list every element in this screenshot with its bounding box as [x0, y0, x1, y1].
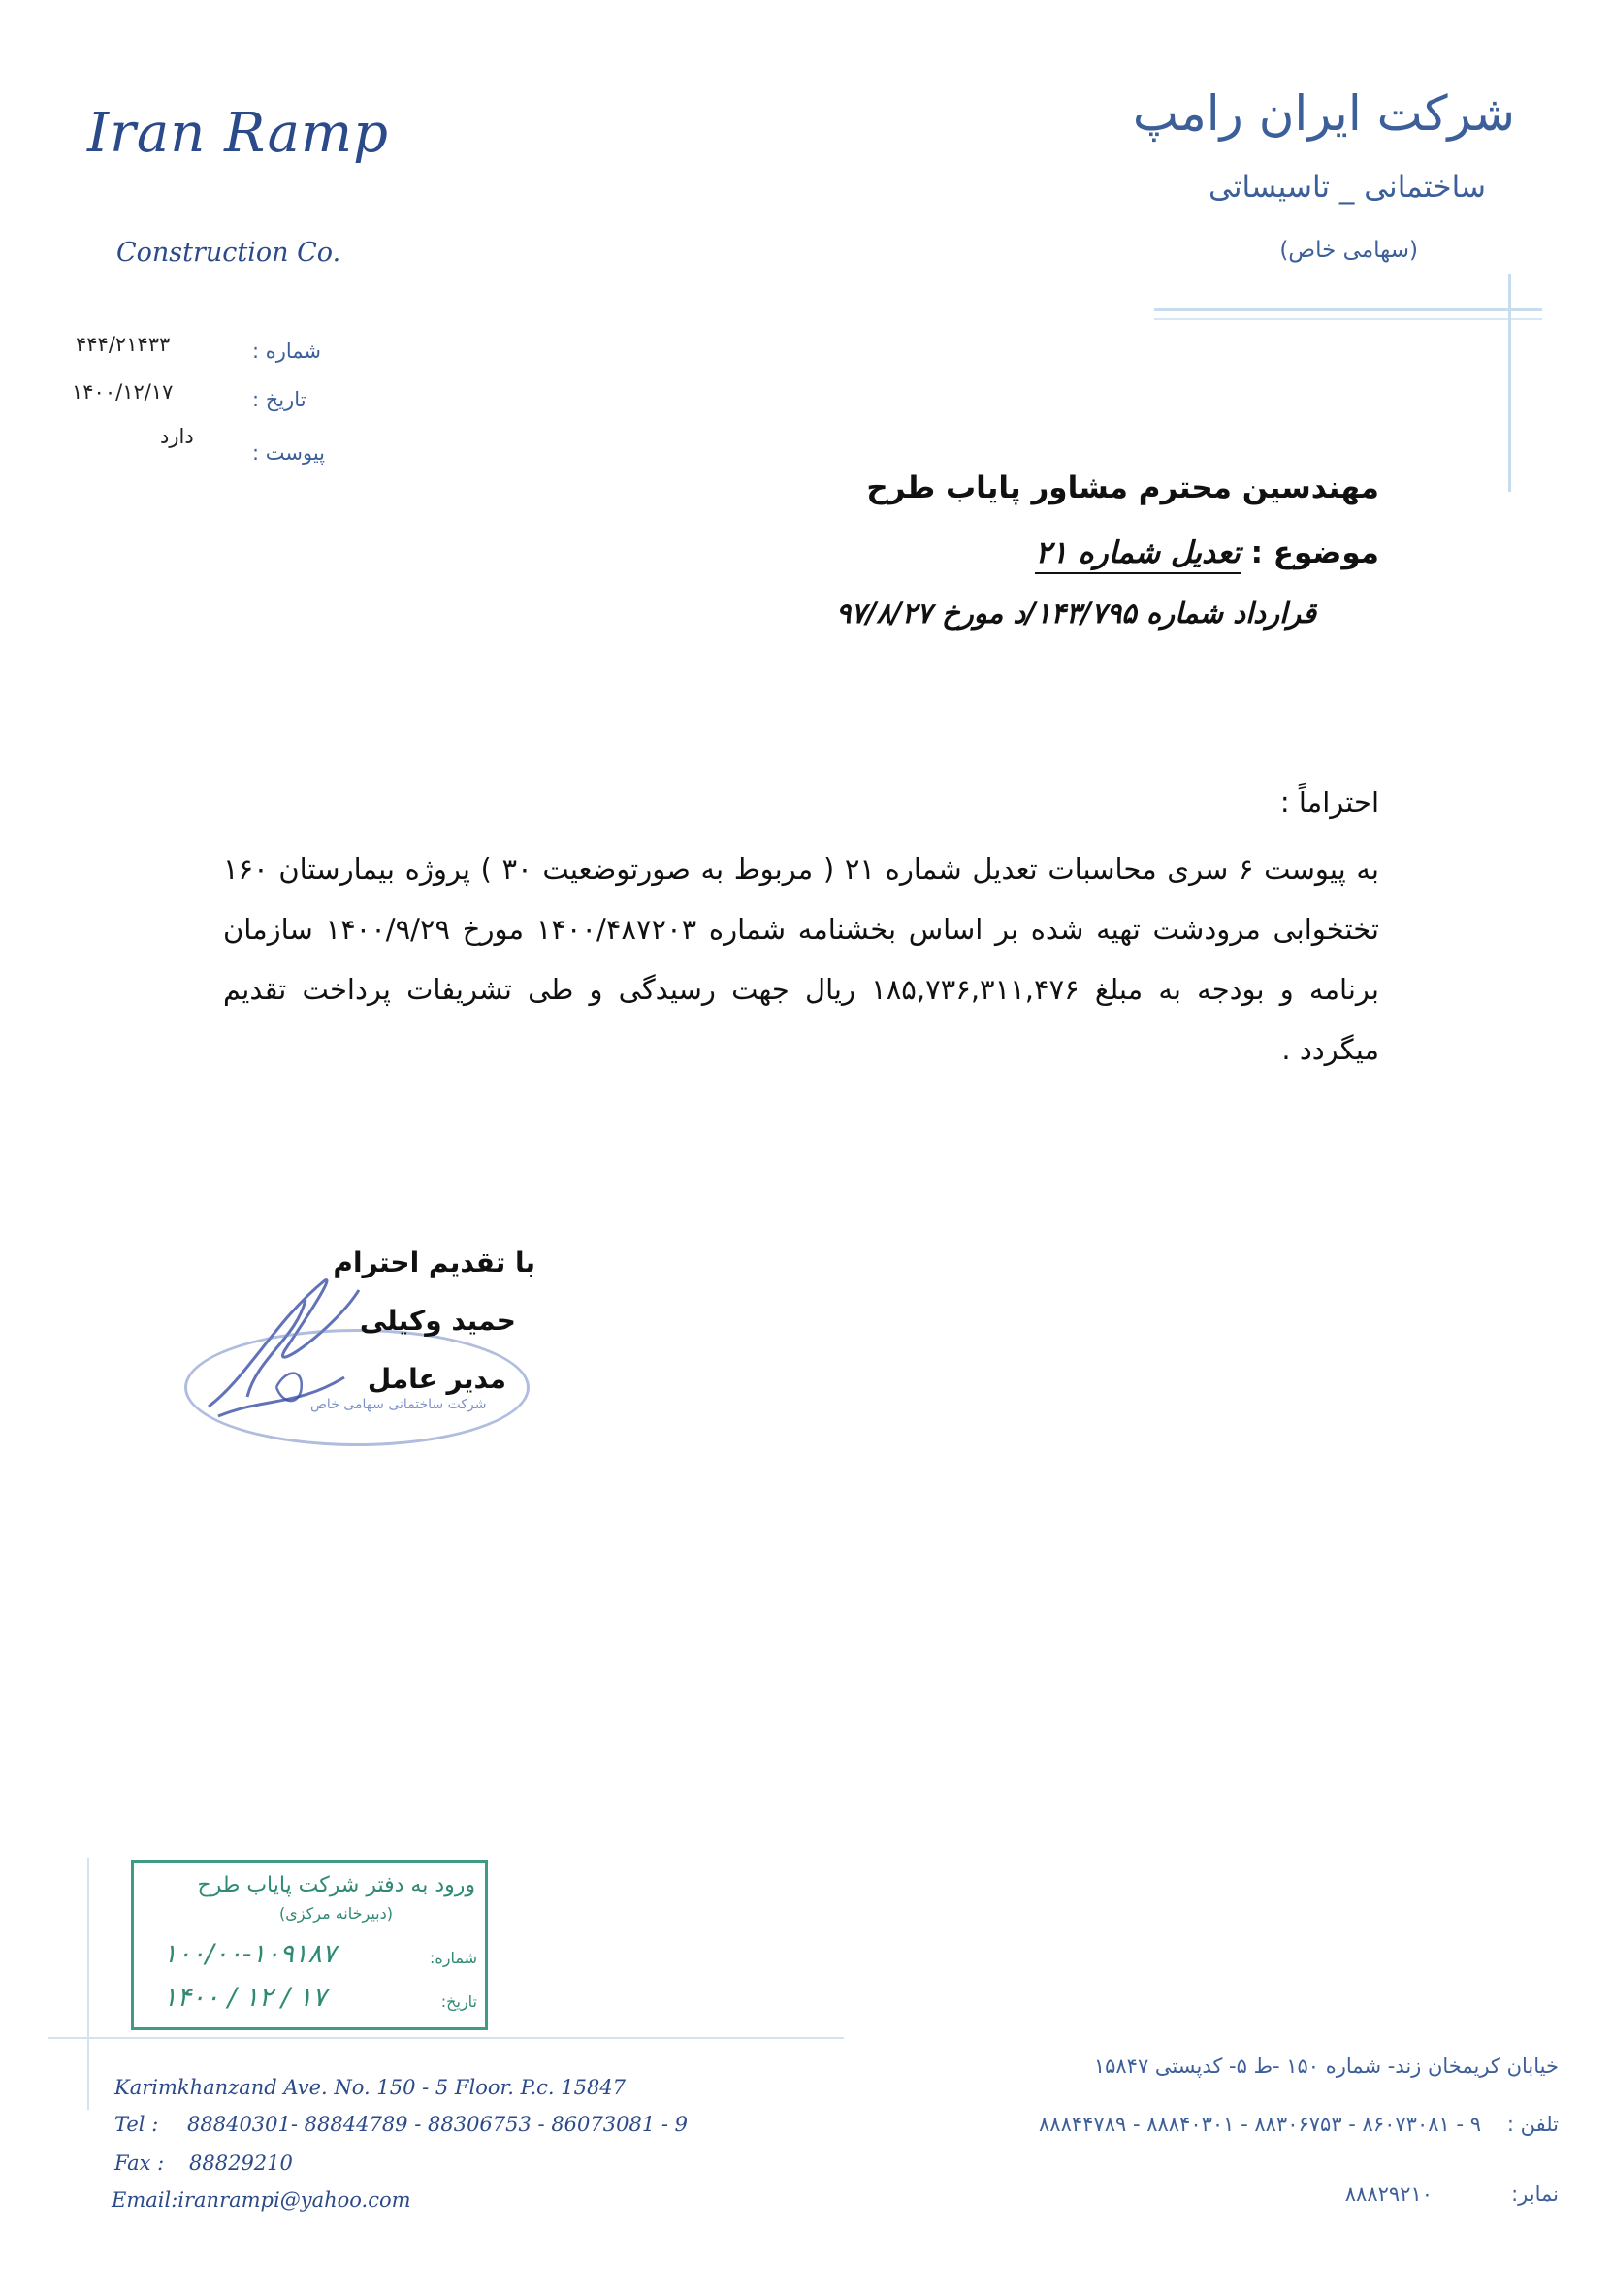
company-logo-en: Iran Ramp	[87, 102, 389, 165]
fax-label-fa: نمابر:	[1511, 2183, 1559, 2206]
received-date-label: تاریخ:	[440, 1992, 477, 2011]
address-fa: خیابان کریمخان زند- شماره ۱۵۰ -ط ۵- کدپستی ۱۵۸۴۷	[1093, 2054, 1559, 2078]
subject-value: تعدیل شماره ۲۱	[1035, 535, 1240, 574]
letterhead-divider	[1154, 308, 1542, 311]
received-stamp-title: ورود به دفتر شرکت پایاب طرح	[197, 1873, 475, 1897]
received-date-value: ۱۴۰۰ / ۱۲ / ۱۷	[163, 1983, 327, 2013]
date-value: ۱۴۰۰/۱۲/۱۷	[72, 380, 174, 404]
number-label: شماره :	[252, 340, 322, 363]
contract-reference: قرارداد شماره ۱۴۳/۷۹۵/د مورخ ۹۷/۸/۲۷	[835, 597, 1316, 630]
attachment-label: پیوست :	[252, 441, 325, 465]
date-label: تاریخ :	[252, 388, 306, 411]
tel-en: 88840301- 88844789 - 88306753 - 86073081 - 9	[187, 2113, 689, 2136]
received-stamp	[131, 1860, 488, 2030]
received-stamp-subtitle: (دبیرخانه مرکزی)	[279, 1904, 393, 1923]
signatory-name: حمید وکیلی	[359, 1305, 516, 1337]
address-en: Karimkhanzand Ave. No. 150 - 5 Floor. P.c. 15847	[114, 2076, 627, 2099]
letterhead-vertical-line	[1508, 274, 1511, 492]
fax-label-en: Fax :	[114, 2151, 165, 2175]
received-number-value: ۱۰۰/۰۰-۱۰۹۱۸۷	[163, 1939, 337, 1969]
email-en[interactable]: Email:iranrampi@yahoo.com	[112, 2188, 411, 2212]
company-subtitle-fa: ساختمانی _ تاسیساتی	[1209, 170, 1486, 205]
company-subtitle-en: Construction Co.	[116, 238, 341, 268]
addressee: مهندسین محترم مشاور پایاب طرح	[866, 470, 1379, 505]
company-stamp-text: شرکت ساختمانی سهامی خاص	[310, 1397, 487, 1412]
footer-divider	[48, 2037, 844, 2039]
attachment-value: دارد	[160, 425, 194, 448]
fax-fa: ۸۸۸۲۹۲۱۰	[1344, 2183, 1433, 2206]
letterhead-divider-thin	[1154, 318, 1542, 320]
received-number-label: شماره:	[429, 1949, 477, 1967]
letter-body: به پیوست ۶ سری محاسبات تعدیل شماره ۲۱ ( مربوط به صورتوضعیت ۳۰ ) پروژه بیمارستان ۱۶۰ تختخوابی مرودشت تهیه شده بر اساس بخشنامه شماره ۱۴۰۰/۴۸۷۲۰۳ مورخ ۱۴۰۰/۹/۲۹ سازمان برنامه و بودجه به مبلغ ۱۸۵,۷۳۶,۳۱۱,۴۷۶ ریال جهت رسیدگی و طی تشریفات پرداخت تقدیم میگردد .	[223, 853, 1380, 1066]
greeting: احتراماً :	[1279, 786, 1379, 819]
company-logo-fa: شرکت ایران رامپ	[1132, 85, 1515, 142]
number-value: ۴۴۴/۲۱۴۳۳	[76, 333, 171, 356]
footer-vertical-line	[87, 1858, 89, 2110]
signature-closing: با تقدیم احترام	[333, 1246, 535, 1278]
subject-line	[1035, 535, 1379, 570]
fax-en: 88829210	[189, 2151, 293, 2175]
tel-label-fa: تلفن :	[1506, 2113, 1559, 2136]
tel-label-en: Tel :	[114, 2113, 159, 2136]
company-type-fa: (سهامی خاص)	[1279, 238, 1418, 263]
subject-label: موضوع :	[1250, 535, 1379, 570]
signatory-title: مدیر عامل	[367, 1363, 506, 1395]
tel-fa: ۹ - ۸۶۰۷۳۰۸۱ - ۸۸۳۰۶۷۵۳ - ۸۸۸۴۰۳۰۱ - ۸۸۸۴۴۷۸۹	[1039, 2113, 1481, 2136]
